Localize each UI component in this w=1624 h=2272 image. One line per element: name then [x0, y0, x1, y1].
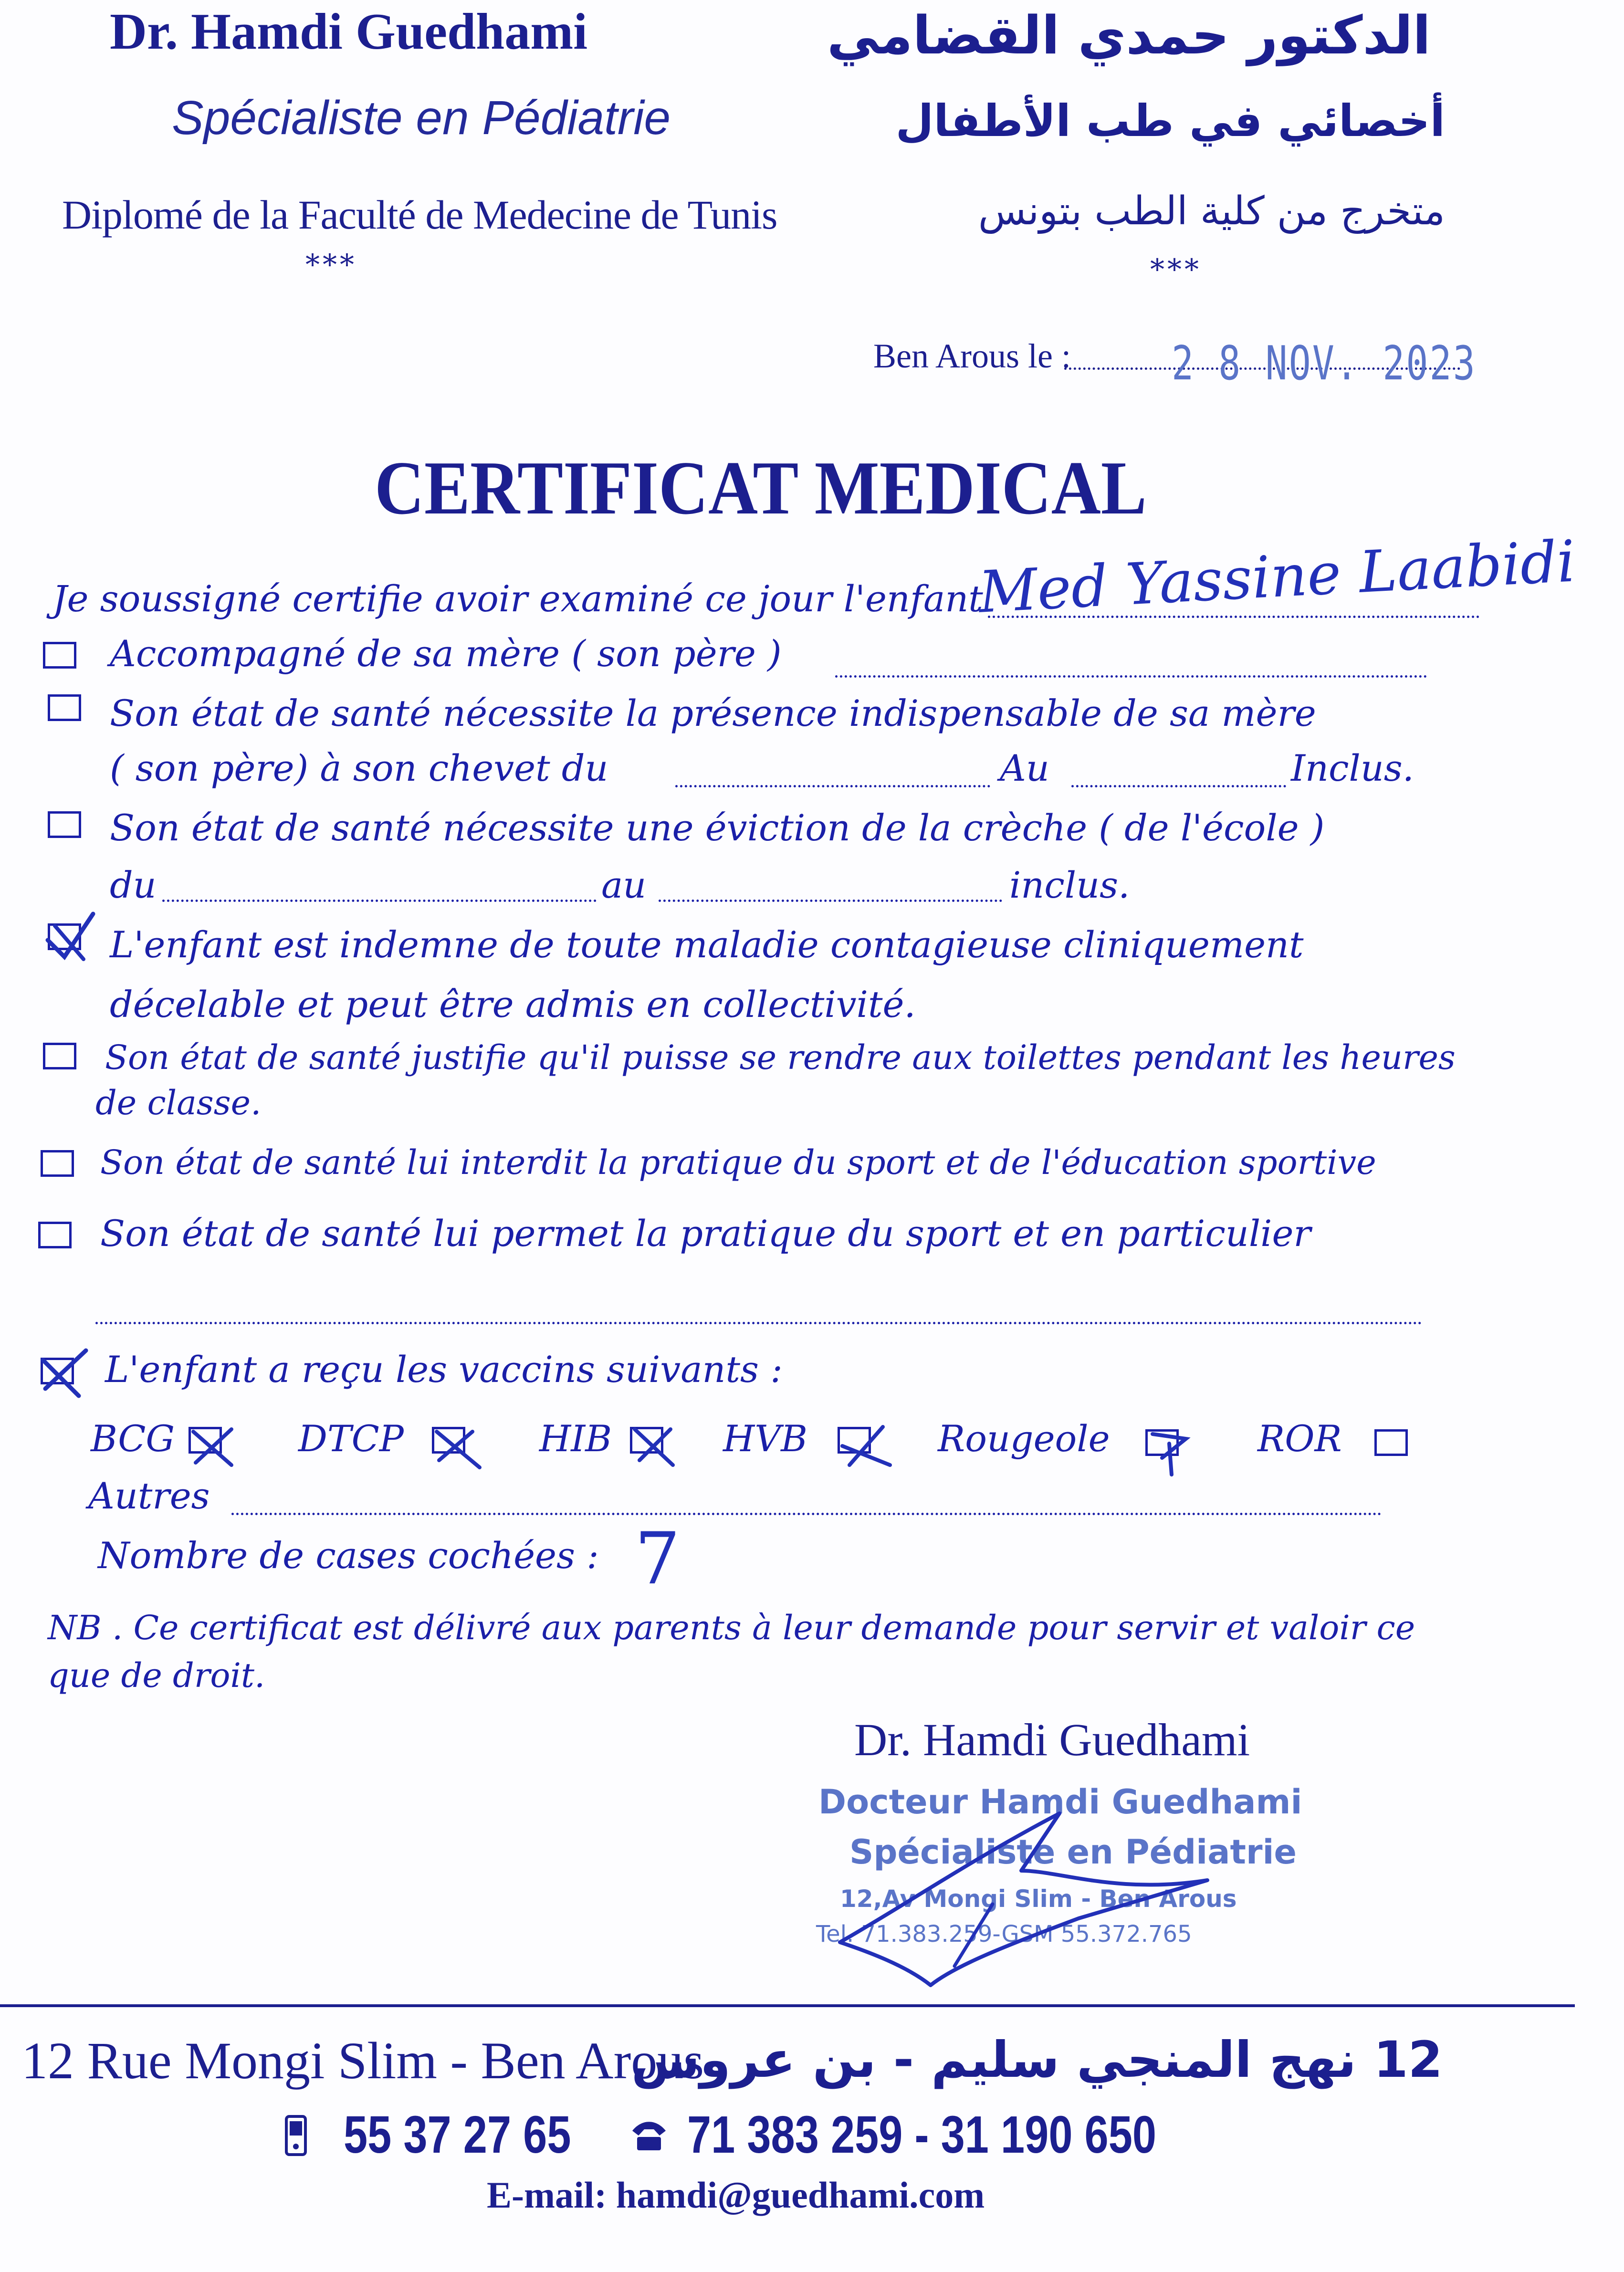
check-mark-icon — [186, 1420, 239, 1472]
eviction-du-label: du — [110, 864, 157, 906]
stamp-line4: Tel. 71.383.259-GSM 55.372.765 — [816, 1921, 1192, 1947]
arabic-doctor-name: الدكتور حمدي القضامي — [827, 5, 1431, 66]
option-sport-interdit: Son état de santé lui interdit la pratique du sport et de l'éducation sportive — [100, 1143, 1376, 1182]
option-sport-permet: Son état de santé lui permet la pratique du sport et en particulier — [100, 1212, 1311, 1255]
checkbox-ror[interactable] — [1374, 1429, 1408, 1456]
accompagne-dotted-line — [835, 675, 1427, 678]
signature-doctor-name: Dr. Hamdi Guedhami — [854, 1714, 1250, 1765]
arabic-specialty: أخصائي في طب الأطفال — [895, 95, 1445, 147]
autres-dotted-line — [231, 1513, 1382, 1515]
eviction-du-dotted-line — [162, 900, 597, 902]
option-vaccins-label: L'enfant a reçu les vaccins suivants : — [105, 1348, 783, 1391]
intro-text: Je soussigné certifie avoir examiné ce jour l'enfant — [52, 577, 983, 620]
footer-phone: 71 383 259 - 31 190 650 — [687, 2105, 1157, 2164]
date-stamp: 2 8 NOV. 2023 — [1172, 336, 1477, 391]
vaccine-hib-label: HIB — [539, 1417, 612, 1460]
date-label: Ben Arous le : — [873, 337, 1071, 375]
nb-line2: que de droit. — [48, 1656, 265, 1695]
presence-au-dotted-line — [1071, 785, 1286, 787]
footer-rule — [0, 2004, 1575, 2007]
option-presence-line1: Son état de santé nécessite la présence indispensable de sa mère — [110, 692, 1316, 734]
telephone-icon — [630, 2119, 668, 2152]
diploma-line: Diplomé de la Faculté de Medecine de Tunis — [62, 192, 777, 238]
footer-email: E-mail: hamdi@guedhami.com — [487, 2174, 985, 2216]
check-mark-icon — [430, 1420, 487, 1472]
child-name-dotted-line — [988, 616, 1479, 618]
vaccine-dtcp-label: DTCP — [298, 1417, 404, 1460]
stars-right: *** — [1150, 253, 1202, 286]
check-mark-icon — [835, 1420, 897, 1472]
checkbox-sport-interdit[interactable] — [41, 1150, 74, 1177]
eviction-au-dotted-line — [659, 900, 1002, 902]
vaccine-ror-label: ROR — [1257, 1417, 1342, 1460]
stars-left: *** — [305, 248, 357, 282]
document-title: CERTIFICAT MEDICAL — [375, 445, 1147, 530]
checkbox-presence[interactable] — [48, 694, 81, 721]
presence-au-label: Au — [1000, 747, 1049, 789]
presence-inclus-label: Inclus. — [1291, 747, 1414, 789]
vaccine-bcg-label: BCG — [91, 1417, 175, 1460]
checkbox-eviction[interactable] — [48, 811, 81, 838]
child-name-handwritten: Med Yassine Laabidi — [977, 528, 1577, 626]
vaccine-rougeole-label: Rougeole — [938, 1417, 1110, 1460]
specialty-header: Spécialiste en Pédiatrie — [172, 91, 671, 145]
option-eviction-line1: Son état de santé nécessite une éviction de la crèche ( de l'école ) — [110, 806, 1325, 849]
nombre-cases-value: 7 — [635, 1518, 681, 1601]
stamp-line2: Spécialiste en Pédiatrie — [849, 1832, 1297, 1872]
handwritten-signature — [811, 1785, 1289, 2004]
nb-line1: NB . Ce certificat est délivré aux parents à leur demande pour servir et valoir ce — [48, 1608, 1415, 1647]
footer-address-arabic: 12 نهج المنجي سليم - بن عروس — [631, 2031, 1443, 2089]
checkbox-sport-permet[interactable] — [38, 1222, 72, 1248]
sport-dotted-line — [95, 1322, 1422, 1324]
nombre-cases-label: Nombre de cases cochées : — [98, 1534, 599, 1577]
option-accompagne-label: Accompagné de sa mère ( son père ) — [110, 632, 782, 675]
presence-du-dotted-line — [675, 785, 990, 787]
autres-label: Autres — [88, 1475, 210, 1517]
footer-mobile: 55 37 27 65 — [344, 2105, 571, 2164]
arabic-diploma: متخرج من كلية الطب بتونس — [978, 188, 1445, 234]
option-indemne-line2: décelable et peut être admis en collectivité. — [110, 983, 916, 1026]
option-toilettes-line2: de classe. — [95, 1083, 262, 1122]
checkbox-toilettes[interactable] — [43, 1043, 76, 1069]
eviction-au-label: au — [601, 864, 647, 906]
check-mark-icon — [38, 907, 100, 969]
checkbox-accompagne[interactable] — [43, 642, 76, 669]
option-indemne-line1: L'enfant est indemne de toute maladie contagieuse cliniquement — [110, 923, 1304, 966]
eviction-inclus-label: inclus. — [1009, 864, 1130, 906]
check-mark-icon — [1143, 1420, 1195, 1477]
stamp-line3: 12,Av Mongi Slim - Ben Arous — [840, 1885, 1237, 1913]
option-toilettes-line1: Son état de santé justifie qu'il puisse se rendre aux toilettes pendant les heures — [105, 1038, 1456, 1077]
footer-address: 12 Rue Mongi Slim - Ben Arous — [21, 2031, 704, 2090]
vaccine-hvb-label: HVB — [723, 1417, 808, 1460]
stamp-line1: Docteur Hamdi Guedhami — [818, 1782, 1302, 1822]
doctor-name-header: Dr. Hamdi Guedhami — [110, 3, 588, 60]
check-mark-icon — [628, 1420, 680, 1472]
mobile-phone-icon — [282, 2114, 310, 2157]
check-mark-icon — [33, 1341, 95, 1403]
option-presence-line2: ( son père) à son chevet du — [110, 747, 608, 789]
